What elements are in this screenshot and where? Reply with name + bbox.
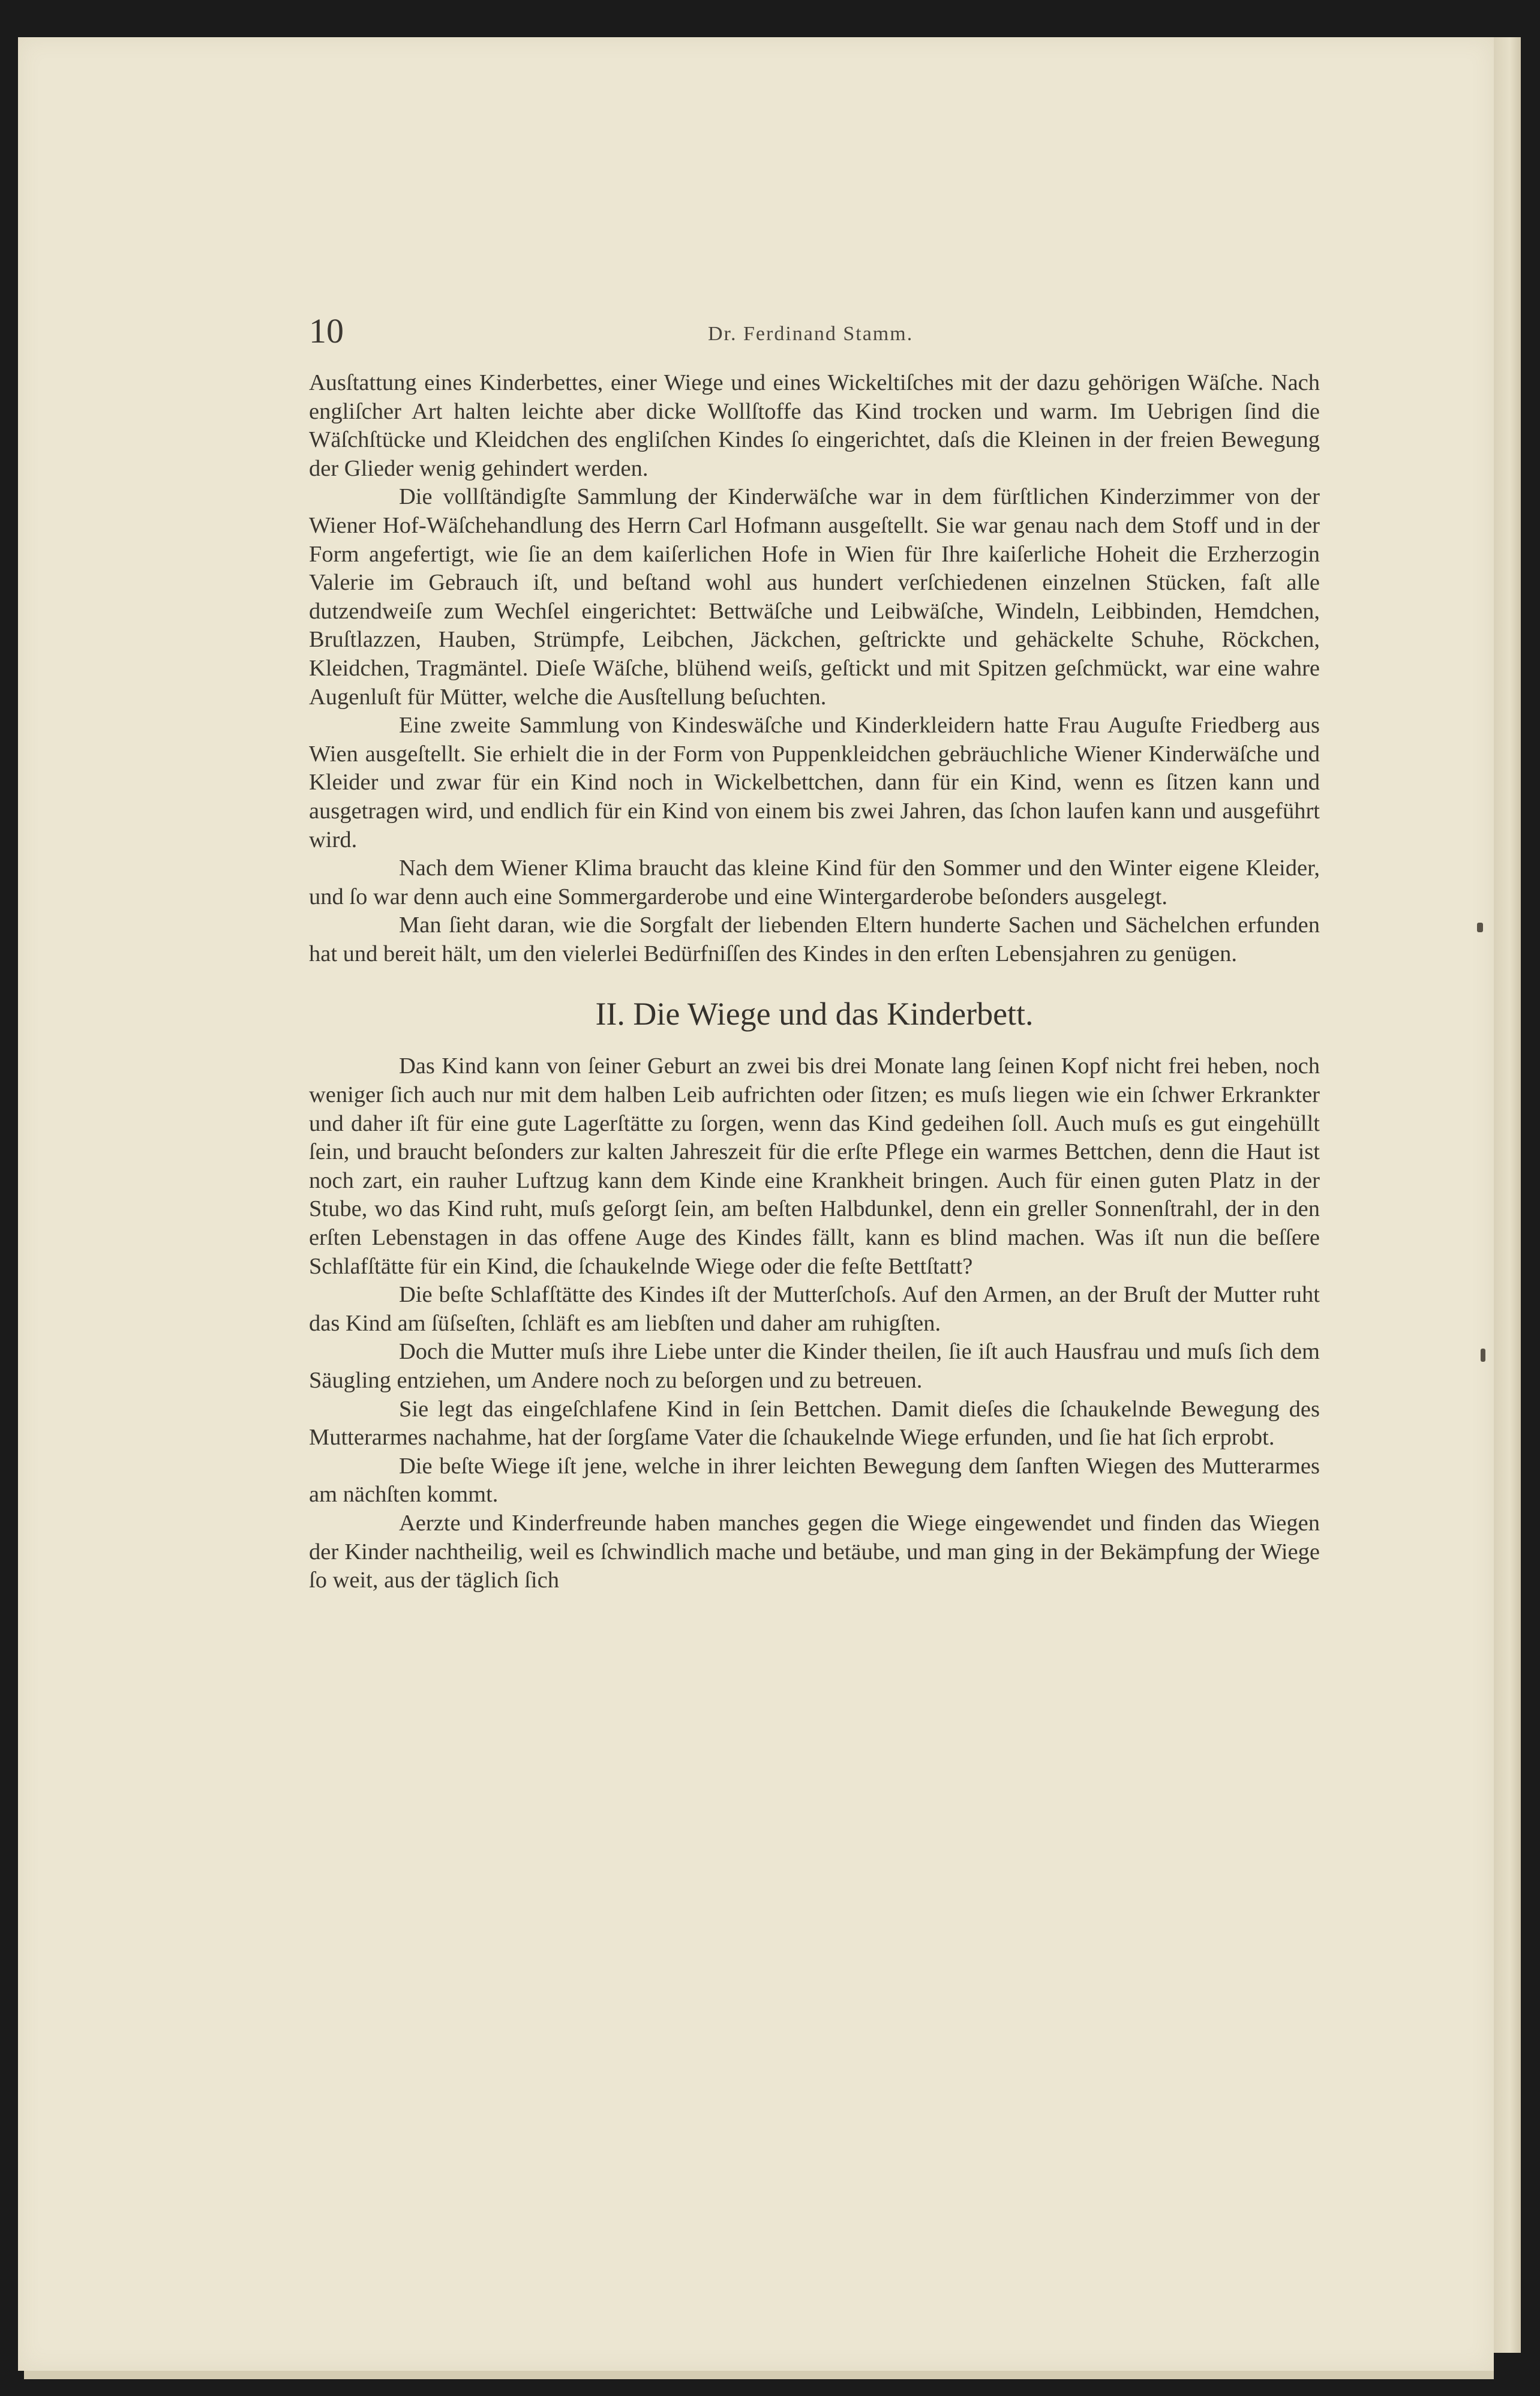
page-edge-bottom <box>24 2371 1494 2379</box>
paper-speck <box>1481 1349 1485 1362</box>
paragraph: Ausſtattung eines Kinderbettes, einer Wiege und eines Wickeltiſches mit der dazu gehörigen Wäſche. Nach engliſcher Art halten leichte aber dicke Wollſtoffe das Kind trocken und warm. Im Uebrigen ſind die Wäſchſtücke und Kleidchen des engliſchen Kindes ſo eingerichtet, daſs die Kleinen in der freien Bewegung der Glieder wenig gehindert werden. <box>309 370 1320 481</box>
running-head: Dr. Ferdinand Stamm. <box>708 323 914 345</box>
paper-speck <box>1477 923 1483 932</box>
paragraph: Die beſte Wiege iſt jene, welche in ihrer leichten Bewegung dem ſanften Wiegen des Mutterarmes am nächſten kommt. <box>309 1453 1320 1508</box>
paragraph: Sie legt das eingeſchlafene Kind in ſein Bettchen. Damit dieſes die ſchaukelnde Bewegung des Mutterarmes nachahme, hat der ſorgſame Vater die ſchaukelnde Wiege erfunden, und ſie hat ſich erprobt. <box>309 1396 1320 1451</box>
page-edge-right <box>1494 37 1521 2353</box>
paragraph: Eine zweite Sammlung von Kindeswäſche und Kinderkleidern hatte Frau Auguſte Friedberg aus Wien ausgeſtellt. Sie erhielt die in der Form von Puppenkleidchen gebräuchliche Wiener Kinderwäſche und Kleider und zwar für ein Kind noch in Wickelbettchen, dann für ein Kind, wenn es ſitzen kann und ausgetragen wird, und endlich für ein Kind von einem bis zwei Jahren, das ſchon laufen kann und ausgeführt wird. <box>309 713 1320 852</box>
paragraph: Das Kind kann von ſeiner Geburt an zwei bis drei Monate lang ſeinen Kopf nicht frei heben, noch weniger ſich auch nur mit dem halben Leib aufrichten oder ſitzen; es muſs liegen wie ein ſchwer Erkrankter und daher iſt für eine gute Lagerſtätte zu ſorgen, wenn das Kind gedeihen ſoll. Auch muſs es gut eingehüllt ſein, und braucht beſonders zur kalten Jahreszeit für die erſte Pflege ein warmes Bettchen, denn die Haut ist noch zart, ein rauher Luftzug kann dem Kinde eine Krankheit bringen. Auch für einen guten Platz in der Stube, wo das Kind ruht, muſs geſorgt ſein, am beſten Halbdunkel, denn ein greller Sonnenſtrahl, der in den erſten Lebenstagen in das offene Auge des Kindes fällt, kann es blind machen. Was iſt nun die beſſere Schlafſtätte für ein Kind, die ſchaukelnde Wiege oder die feſte Bettſtatt? <box>309 1053 1320 1279</box>
paragraph: Die beſte Schlafſtätte des Kindes iſt der Mutterſchoſs. Auf den Armen, an der Bruſt der Mutter ruht das Kind am ſüſseſten, ſchläft es am liebſten und daher am ruhigſten. <box>309 1282 1320 1336</box>
body-text <box>309 369 1320 1595</box>
paragraph: Aerzte und Kinderfreunde haben manches gegen die Wiege eingewendet und finden das Wiegen der Kinder nachtheilig, weil es ſchwindlich mache und betäube, und man ging in der Bekämpfung der Wiege ſo weit, aus der täglich ſich <box>309 1510 1320 1593</box>
section-heading: II. Die Wiege und das Kinderbett. <box>595 996 1034 1032</box>
paragraph: Nach dem Wiener Klima braucht das kleine Kind für den Sommer und den Winter eigene Kleider, und ſo war denn auch eine Sommergarderobe und eine Wintergarderobe beſonders ausgelegt. <box>309 855 1320 909</box>
paragraph: Doch die Mutter muſs ihre Liebe unter die Kinder theilen, ſie iſt auch Hausfrau und muſs ſich dem Säugling entziehen, um Andere noch zu beſorgen und zu betreuen. <box>309 1339 1320 1393</box>
page-number: 10 <box>309 311 344 350</box>
page-header <box>309 311 1323 353</box>
paragraph: Man ſieht daran, wie die Sorgfalt der liebenden Eltern hunderte Sachen und Sächelchen erfunden hat und bereit hält, um den vielerlei Bedürfniſſen des Kindes in den erſten Lebensjahren zu genügen. <box>309 912 1320 966</box>
paragraph: Die vollſtändigſte Sammlung der Kinderwäſche war in dem fürſtlichen Kinderzimmer von der Wiener Hof-Wäſchehandlung des Herrn Carl Hofmann ausgeſtellt. Sie war genau nach dem Stoff und in der Form angefertigt, wie ſie an dem kaiſerlichen Hofe in Wien für Ihre kaiſerliche Hoheit die Erzherzogin Valerie im Gebrauch iſt, und beſtand wohl aus hundert verſchiedenen einzelnen Stücken, faſt alle dutzendweiſe zum Wechſel eingerichtet: Bettwäſche und Leibwäſche, Windeln, Leibbinden, Hemdchen, Bruſtlazzen, Hauben, Strümpfe, Leibchen, Jäckchen, geſtrickte und gehäckelte Schuhe, Röckchen, Kleidchen, Tragmäntel. Dieſe Wäſche, blühend weiſs, geſtickt und mit Spitzen geſchmückt, war eine wahre Augenluſt für Mütter, welche die Ausſtellung beſuchten. <box>309 484 1320 710</box>
